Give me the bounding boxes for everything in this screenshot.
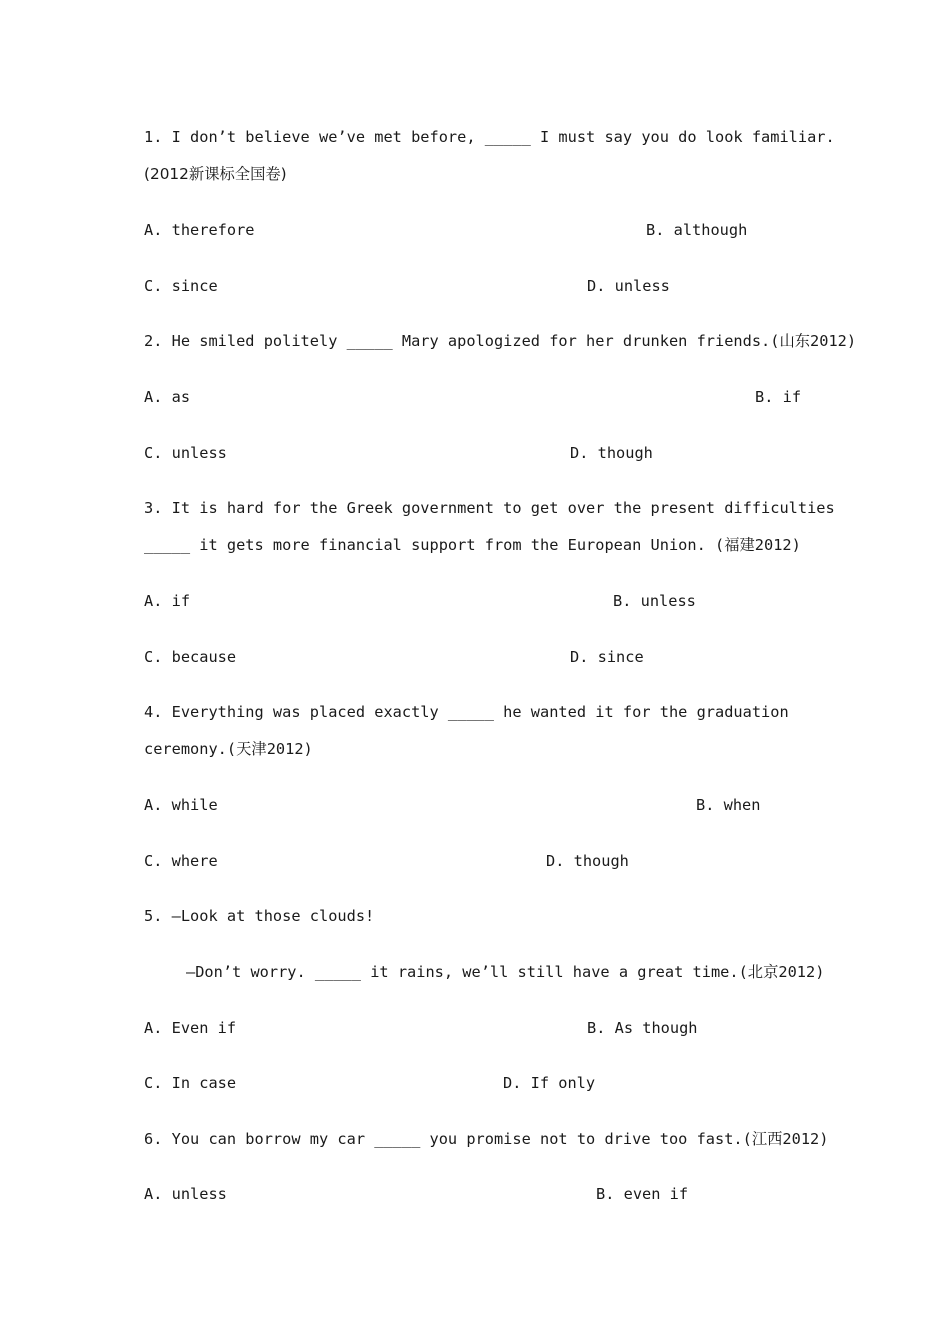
question-1-option-c: C. since: [144, 277, 218, 295]
question-5-option-a: A. Even if: [144, 1019, 237, 1037]
question-2-option-b: B. if: [755, 388, 802, 406]
question-2-option-c: C. unless: [144, 444, 227, 462]
question-6-stem-line-1: 6. You can borrow my car _____ you promise not to drive too fast.(江西2012): [144, 1130, 829, 1148]
question-3-stem-line-1: 3. It is hard for the Greek government to get over the present difficulties: [144, 499, 835, 517]
question-6-option-a: A. unless: [144, 1185, 227, 1203]
question-5-option-b: B. As though: [587, 1019, 698, 1037]
question-3-option-c: C. because: [144, 648, 237, 666]
question-5-stem-line-2: —Don’t worry. _____ it rains, we’ll still have a great time.(北京2012): [186, 963, 825, 981]
question-3-stem-line-2: _____ it gets more financial support from the European Union. (福建2012): [144, 536, 801, 554]
question-3-option-d: D. since: [570, 648, 644, 666]
question-3-option-a: A. if: [144, 592, 191, 610]
question-1-stem-line-1: 1. I don’t believe we’ve met before, _____ I must say you do look familiar.: [144, 128, 835, 146]
question-1-option-d: D. unless: [587, 277, 670, 295]
question-1-stem-line-2: (2012新课标全国卷): [144, 165, 287, 183]
question-4-option-d: D. though: [546, 852, 629, 870]
question-4-stem-line-1: 4. Everything was placed exactly _____ he wanted it for the graduation: [144, 703, 789, 721]
question-1-option-b: B. although: [646, 221, 748, 239]
question-6-option-b: B. even if: [596, 1185, 689, 1203]
question-3-option-b: B. unless: [613, 592, 696, 610]
question-5-stem-line-1: 5. —Look at those clouds!: [144, 907, 375, 925]
question-4-option-b: B. when: [696, 796, 761, 814]
question-1-option-a: A. therefore: [144, 221, 255, 239]
question-2-option-d: D. though: [570, 444, 653, 462]
question-5-option-d: D. If only: [503, 1074, 596, 1092]
question-4-option-a: A. while: [144, 796, 218, 814]
question-2-option-a: A. as: [144, 388, 191, 406]
question-4-option-c: C. where: [144, 852, 218, 870]
question-5-option-c: C. In case: [144, 1074, 237, 1092]
question-2-stem-line-1: 2. He smiled politely _____ Mary apologized for her drunken friends.(山东2012): [144, 332, 857, 350]
question-4-stem-line-2: ceremony.(天津2012): [144, 740, 313, 758]
